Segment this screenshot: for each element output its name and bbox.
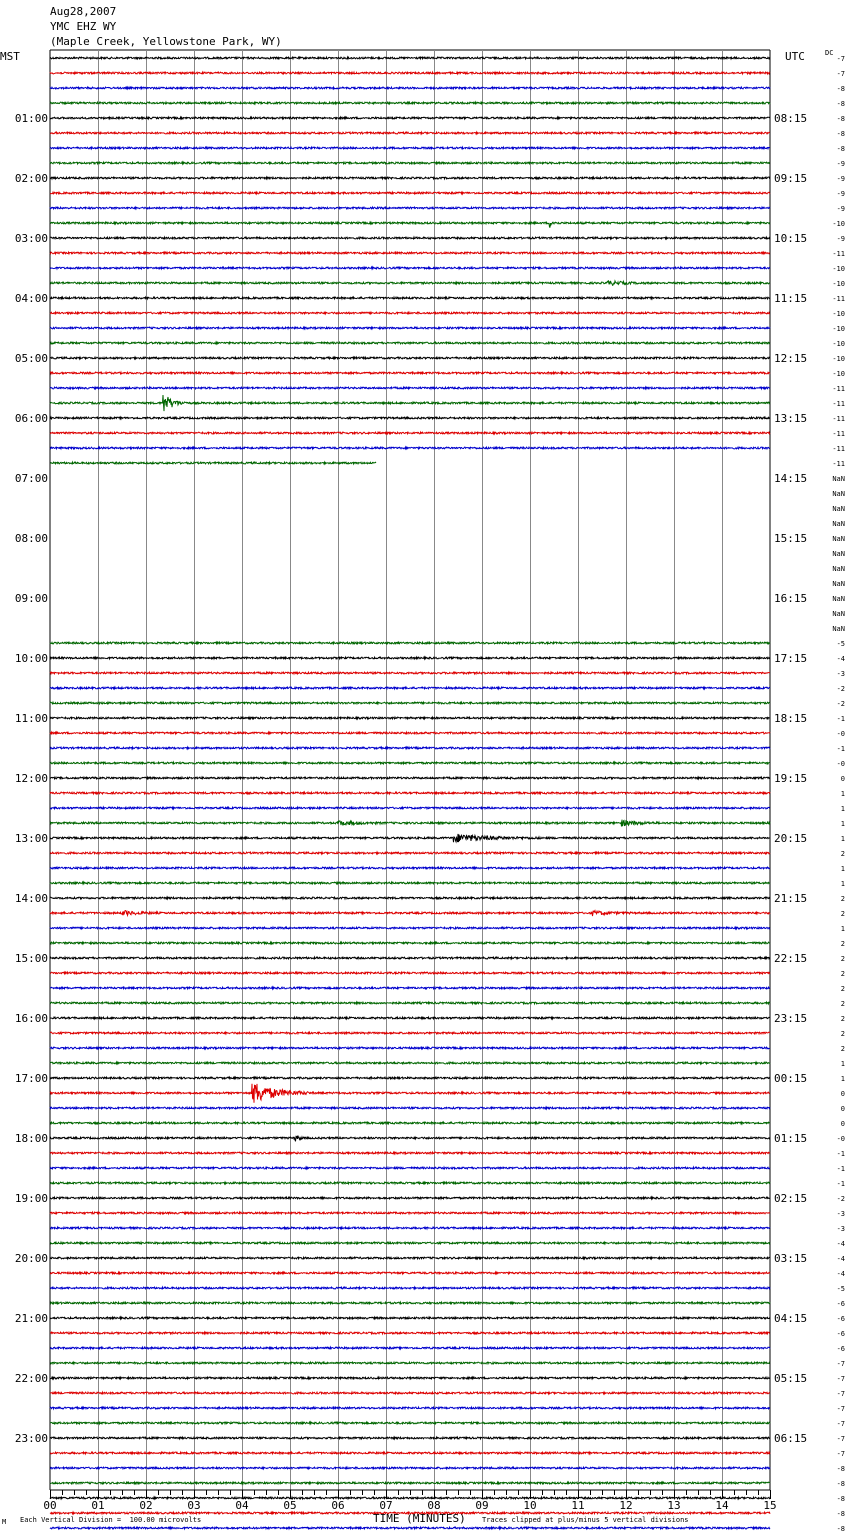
dc-offset-label: -11 — [832, 415, 845, 423]
mst-hour-label: 06:00 — [14, 412, 48, 425]
trace-line — [50, 1107, 770, 1109]
utc-hour-label: 05:15 — [774, 1372, 808, 1385]
dc-offset-label: NaN — [832, 535, 845, 543]
trace-line — [50, 87, 770, 89]
dc-offset-label: -8 — [836, 145, 845, 153]
dc-offset-label: -11 — [832, 430, 845, 438]
mst-hour-label: 15:00 — [14, 952, 48, 965]
dc-offset-label: -6 — [836, 1345, 845, 1353]
trace-line — [50, 252, 770, 254]
mst-hour-label: 23:00 — [14, 1432, 48, 1445]
mst-hour-label: 22:00 — [14, 1372, 48, 1385]
dc-offset-label: -10 — [832, 310, 845, 318]
dc-offset-label: NaN — [832, 610, 845, 618]
dc-offset-label: -4 — [836, 1255, 845, 1263]
utc-hour-label: 17:15 — [774, 652, 808, 665]
utc-hour-label: 23:15 — [774, 1012, 808, 1025]
trace-line — [50, 657, 770, 659]
trace-line — [50, 834, 770, 842]
dc-label: DC — [825, 49, 834, 57]
dc-offset-label: 0 — [840, 775, 845, 783]
scale-note: Each Vertical Division = 100.00 microvolts — [20, 1516, 202, 1524]
dc-offset-label: -6 — [836, 1300, 845, 1308]
trace-line — [50, 372, 770, 374]
dc-offset-label: -7 — [836, 1450, 845, 1458]
trace-line — [50, 1152, 770, 1154]
mst-hour-label: 14:00 — [14, 892, 48, 905]
dc-offset-label: -8 — [836, 115, 845, 123]
trace-line — [50, 1527, 770, 1529]
trace-line — [50, 1182, 770, 1184]
mst-hour-label: 04:00 — [14, 292, 48, 305]
dc-offset-label: -4 — [836, 1270, 845, 1278]
utc-hour-label: 19:15 — [774, 772, 808, 785]
trace-line — [50, 327, 770, 329]
dc-offset-label: -1 — [836, 745, 845, 753]
dc-offset-label: -7 — [836, 1435, 845, 1443]
trace-line — [50, 972, 770, 974]
trace-line — [50, 1167, 770, 1169]
trace-line — [50, 957, 770, 959]
utc-hour-label: 09:15 — [774, 172, 808, 185]
dc-offset-label: -6 — [836, 1315, 845, 1323]
trace-line — [50, 1017, 770, 1019]
dc-offset-label: NaN — [832, 595, 845, 603]
dc-offset-label: -3 — [836, 1225, 845, 1233]
trace-line — [50, 147, 770, 149]
utc-axis-label: UTC — [785, 50, 805, 63]
dc-offset-label: -3 — [836, 670, 845, 678]
dc-offset-label: -11 — [832, 445, 845, 453]
trace-line — [50, 1062, 770, 1064]
trace-line — [50, 1032, 770, 1034]
dc-offset-label: -8 — [836, 1495, 845, 1503]
utc-hour-label: 18:15 — [774, 712, 808, 725]
dc-offset-label: -8 — [836, 100, 845, 108]
trace-line — [50, 1077, 770, 1079]
dc-offset-label: -8 — [836, 85, 845, 93]
dc-offset-label: NaN — [832, 505, 845, 513]
dc-offset-label: NaN — [832, 625, 845, 633]
trace-line — [50, 777, 770, 779]
location-label: (Maple Creek, Yellowstone Park, WY) — [50, 35, 282, 48]
dc-offset-label: -10 — [832, 325, 845, 333]
dc-offset-label: 2 — [840, 895, 845, 903]
trace-line — [50, 387, 770, 389]
trace-line — [50, 1122, 770, 1124]
x-tick-label: 08 — [427, 1499, 441, 1512]
trace-line — [50, 852, 770, 854]
trace-line — [50, 177, 770, 179]
dc-offset-label: -11 — [832, 295, 845, 303]
dc-offset-label: 1 — [840, 790, 845, 798]
trace-line — [50, 222, 770, 227]
mst-hour-label: 13:00 — [14, 832, 48, 845]
x-tick-label: 01 — [91, 1499, 105, 1512]
dc-offset-label: -10 — [832, 340, 845, 348]
dc-offset-label: -2 — [836, 700, 845, 708]
dc-offset-label: -7 — [836, 55, 845, 63]
x-tick-label: 09 — [475, 1499, 489, 1512]
mst-hour-label: 05:00 — [14, 352, 48, 365]
mst-axis-label: MST — [0, 50, 20, 63]
utc-hour-label: 15:15 — [774, 532, 808, 545]
trace-line — [50, 1136, 770, 1142]
x-tick-label: 15 — [763, 1499, 777, 1512]
mst-hour-label: 02:00 — [14, 172, 48, 185]
dc-offset-label: 2 — [840, 910, 845, 918]
dc-offset-label: -8 — [836, 1525, 845, 1533]
mst-hour-label: 03:00 — [14, 232, 48, 245]
x-axis-title: TIME (MINUTES) — [373, 1512, 466, 1525]
trace-line — [50, 267, 770, 269]
dc-offset-label: -11 — [832, 400, 845, 408]
dc-offset-label: -4 — [836, 1240, 845, 1248]
trace-line — [50, 1452, 770, 1454]
trace-line — [50, 1212, 770, 1214]
trace-line — [50, 395, 770, 411]
dc-offset-label: -10 — [832, 280, 845, 288]
trace-line — [50, 1257, 770, 1259]
utc-hour-label: 21:15 — [774, 892, 808, 905]
dc-offset-label: 2 — [840, 1015, 845, 1023]
trace-line — [50, 1482, 770, 1484]
dc-offset-label: -3 — [836, 1210, 845, 1218]
trace-line — [50, 1407, 770, 1409]
dc-offset-label: -7 — [836, 1420, 845, 1428]
trace-line — [50, 762, 770, 764]
dc-offset-label: 1 — [840, 880, 845, 888]
dc-offset-label: NaN — [832, 490, 845, 498]
mst-hour-label: 07:00 — [14, 472, 48, 485]
mst-hour-label: 10:00 — [14, 652, 48, 665]
dc-offset-label: 2 — [840, 955, 845, 963]
dc-offset-label: 1 — [840, 1060, 845, 1068]
dc-offset-label: -9 — [836, 235, 845, 243]
dc-offset-label: -2 — [836, 685, 845, 693]
trace-line — [50, 687, 770, 689]
trace-line — [50, 747, 770, 749]
date-label: Aug28,2007 — [50, 5, 117, 18]
trace-line — [50, 72, 770, 74]
x-tick-label: 10 — [523, 1499, 537, 1512]
dc-offset-label: 1 — [840, 1075, 845, 1083]
trace-line — [50, 1317, 770, 1319]
utc-hour-label: 13:15 — [774, 412, 808, 425]
dc-offset-label: -10 — [832, 355, 845, 363]
utc-hour-label: 12:15 — [774, 352, 808, 365]
trace-line — [50, 357, 770, 359]
dc-offset-label: -7 — [836, 1405, 845, 1413]
trace-line — [50, 162, 770, 164]
trace-line — [50, 1467, 770, 1469]
mst-hour-label: 17:00 — [14, 1072, 48, 1085]
dc-offset-label: -1 — [836, 1150, 845, 1158]
trace-line — [50, 897, 770, 899]
footer-mark: M — [2, 1518, 7, 1526]
utc-hour-label: 10:15 — [774, 232, 808, 245]
trace-line — [50, 1422, 770, 1424]
dc-offset-label: 1 — [840, 805, 845, 813]
trace-line — [50, 1437, 770, 1439]
x-tick-label: 14 — [715, 1499, 729, 1512]
utc-hour-label: 16:15 — [774, 592, 808, 605]
trace-line — [50, 1272, 770, 1274]
x-tick-label: 00 — [43, 1499, 57, 1512]
trace-line — [50, 1302, 770, 1304]
trace-line — [50, 192, 770, 194]
trace-line — [50, 417, 770, 419]
dc-offset-label: 2 — [840, 985, 845, 993]
utc-hour-label: 11:15 — [774, 292, 808, 305]
x-tick-label: 06 — [331, 1499, 345, 1512]
x-tick-label: 02 — [139, 1499, 153, 1512]
dc-offset-label: -10 — [832, 370, 845, 378]
dc-offset-label: -0 — [836, 760, 845, 768]
x-tick-label: 12 — [619, 1499, 633, 1512]
utc-hour-label: 00:15 — [774, 1072, 808, 1085]
mst-hour-label: 18:00 — [14, 1132, 48, 1145]
trace-line — [50, 1332, 770, 1334]
dc-offset-label: 2 — [840, 970, 845, 978]
dc-offset-label: -9 — [836, 160, 845, 168]
mst-hour-label: 09:00 — [14, 592, 48, 605]
dc-offset-label: -8 — [836, 1510, 845, 1518]
dc-offset-label: NaN — [832, 550, 845, 558]
x-tick-label: 13 — [667, 1499, 681, 1512]
utc-hour-label: 06:15 — [774, 1432, 808, 1445]
trace-line — [50, 1287, 770, 1289]
trace-line — [50, 942, 770, 944]
x-tick-label: 04 — [235, 1499, 249, 1512]
dc-offset-label: -9 — [836, 190, 845, 198]
dc-offset-label: -7 — [836, 70, 845, 78]
trace-line — [50, 1392, 770, 1394]
utc-hour-label: 14:15 — [774, 472, 808, 485]
trace-line — [50, 672, 770, 674]
dc-offset-label: 1 — [840, 835, 845, 843]
station-label: YMC EHZ WY — [50, 20, 117, 33]
trace-line — [50, 1362, 770, 1364]
dc-offset-label: -7 — [836, 1375, 845, 1383]
trace-line — [50, 447, 770, 449]
trace-line — [50, 987, 770, 989]
dc-offset-label: -1 — [836, 1180, 845, 1188]
mst-hour-label: 01:00 — [14, 112, 48, 125]
dc-offset-label: NaN — [832, 520, 845, 528]
trace-line — [50, 1377, 770, 1379]
mst-hour-label: 19:00 — [14, 1192, 48, 1205]
trace-line — [50, 820, 770, 827]
dc-offset-label: 1 — [840, 820, 845, 828]
trace-line — [50, 132, 770, 134]
trace-line — [50, 1002, 770, 1004]
utc-hour-label: 03:15 — [774, 1252, 808, 1265]
trace-line — [50, 312, 770, 314]
dc-offset-label: -7 — [836, 1390, 845, 1398]
mst-hour-label: 16:00 — [14, 1012, 48, 1025]
utc-hour-label: 01:15 — [774, 1132, 808, 1145]
dc-offset-label: -11 — [832, 250, 845, 258]
x-tick-label: 05 — [283, 1499, 297, 1512]
trace-line — [50, 237, 770, 239]
x-tick-label: 03 — [187, 1499, 201, 1512]
trace-line — [50, 1047, 770, 1049]
dc-offset-label: -4 — [836, 655, 845, 663]
mst-hour-label: 20:00 — [14, 1252, 48, 1265]
trace-line — [50, 57, 770, 59]
trace-line — [50, 342, 770, 344]
clip-note: Traces clipped at plus/minus 5 vertical divisions — [482, 1516, 689, 1524]
dc-offset-label: -1 — [836, 1165, 845, 1173]
utc-hour-label: 04:15 — [774, 1312, 808, 1325]
dc-offset-label: NaN — [832, 475, 845, 483]
dc-offset-label: -8 — [836, 1465, 845, 1473]
dc-offset-label: -9 — [836, 175, 845, 183]
utc-hour-label: 02:15 — [774, 1192, 808, 1205]
dc-offset-label: 2 — [840, 1000, 845, 1008]
trace-line — [50, 882, 770, 884]
trace-line — [50, 732, 770, 734]
trace-line — [50, 1347, 770, 1349]
utc-hour-label: 22:15 — [774, 952, 808, 965]
trace-line — [50, 1227, 770, 1229]
trace-line — [50, 1084, 770, 1103]
trace-line — [50, 927, 770, 929]
dc-offset-label: 0 — [840, 1090, 845, 1098]
dc-offset-label: -5 — [836, 1285, 845, 1293]
trace-line — [50, 807, 770, 809]
trace-line — [50, 297, 770, 299]
dc-offset-label: -5 — [836, 640, 845, 648]
trace-line — [50, 207, 770, 209]
trace-line — [50, 1197, 770, 1199]
dc-offset-label: -8 — [836, 1480, 845, 1488]
trace-line — [50, 117, 770, 119]
dc-offset-label: -9 — [836, 205, 845, 213]
mst-hour-label: 11:00 — [14, 712, 48, 725]
trace-line — [50, 102, 770, 104]
dc-offset-label: 2 — [840, 1030, 845, 1038]
dc-offset-label: 0 — [840, 1105, 845, 1113]
dc-offset-label: NaN — [832, 565, 845, 573]
mst-hour-label: 21:00 — [14, 1312, 48, 1325]
dc-offset-label: -10 — [832, 220, 845, 228]
x-tick-label: 07 — [379, 1499, 393, 1512]
dc-offset-label: 2 — [840, 1045, 845, 1053]
trace-line — [50, 642, 770, 644]
mst-hour-label: 12:00 — [14, 772, 48, 785]
dc-offset-label: 2 — [840, 940, 845, 948]
mst-hour-label: 08:00 — [14, 532, 48, 545]
trace-line — [50, 717, 770, 719]
x-tick-label: 11 — [571, 1499, 585, 1512]
trace-line — [50, 867, 770, 869]
utc-hour-label: 08:15 — [774, 112, 808, 125]
dc-offset-label: 1 — [840, 925, 845, 933]
dc-offset-label: -10 — [832, 265, 845, 273]
dc-offset-label: -0 — [836, 730, 845, 738]
dc-offset-label: 1 — [840, 865, 845, 873]
utc-hour-label: 20:15 — [774, 832, 808, 845]
dc-offset-label: 2 — [840, 850, 845, 858]
trace-line — [50, 702, 770, 704]
dc-offset-label: -11 — [832, 385, 845, 393]
trace-line — [50, 1497, 770, 1499]
dc-offset-label: -2 — [836, 1195, 845, 1203]
dc-offset-label: -8 — [836, 130, 845, 138]
dc-offset-label: -7 — [836, 1360, 845, 1368]
trace-line — [50, 911, 770, 917]
trace-line — [50, 280, 770, 285]
dc-offset-label: -11 — [832, 460, 845, 468]
dc-offset-label: -6 — [836, 1330, 845, 1338]
trace-line — [50, 432, 770, 434]
trace-line — [50, 1242, 770, 1244]
dc-offset-label: -0 — [836, 1135, 845, 1143]
dc-offset-label: -1 — [836, 715, 845, 723]
dc-offset-label: 0 — [840, 1120, 845, 1128]
dc-offset-label: NaN — [832, 580, 845, 588]
trace-line — [50, 792, 770, 794]
